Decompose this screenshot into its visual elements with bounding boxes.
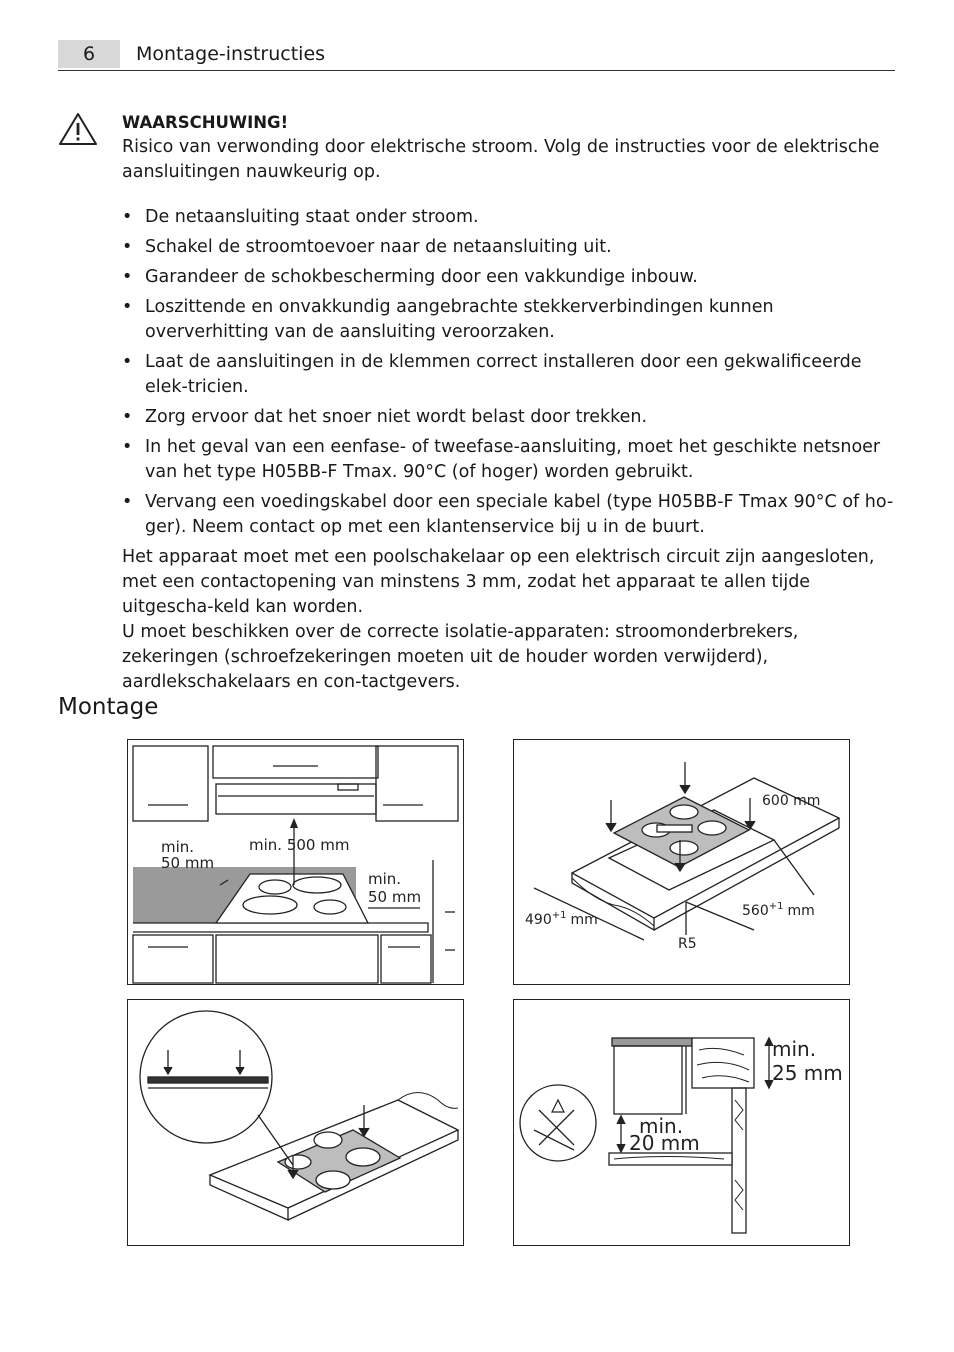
fig2-radius-label: R5 [678,936,697,952]
fig2-cut-width-label [742,901,815,919]
fig1-right-value: 50 mm [368,888,422,906]
fig4-bottom-value: 20 mm [629,1131,700,1155]
list-item: • De netaansluiting staat onder stroom. [122,205,897,230]
fig2-cut-depth-label [525,910,598,928]
list-item: • Garandeer de schokbescherming door een vakkundige inbouw. [122,265,897,290]
figure-min-clearances [513,999,850,1246]
warning-triangle-icon [58,112,98,146]
page-header [58,40,895,71]
paragraph-circuit: Het apparaat moet met een poolschakelaar op een elektrisch circuit zijn aangesloten, met een contactopening van minstens 3 mm, zodat het apparaat te allen tijde uitgescha-keld kan worden. [122,547,875,617]
paragraph-isolation: U moet beschikken over de correcte isolatie-apparaten: stroomonderbrekers, zekeringen (schroefzekeringen moeten uit de houder worden verwijderd), aardlekschakelaars en con-tactgevers. [122,622,799,692]
fig1-min-label-right: min. [368,870,402,888]
list-item: • Loszittende en onvakkundig aangebrachte stekkerverbindingen kunnen oververhitting van de aansluiting veroorzaken. [122,295,897,345]
fig1-min-label-left: min. [161,838,195,856]
figure-kitchen-clearances [127,739,464,985]
page-number: 6 [58,40,120,68]
fig2-cut-depth-base: 490 [525,912,552,928]
section-title: Montage-instructies [136,43,326,65]
list-item: • Zorg ervoor dat het snoer niet wordt belast door trekken. [122,405,897,430]
fig2-cut-width-base: 560 [742,903,769,919]
fig4-min-label-top: min. [772,1037,817,1061]
warning-block [122,110,897,695]
montage-heading: Montage [58,694,159,720]
fig1-top-value: min. 500 mm [249,836,350,854]
fig4-min-label-bottom: min. [639,1114,684,1138]
figure-cutout-dimensions [513,739,850,985]
figure-hob-insertion [127,999,464,1246]
warning-intro: Risico van verwonding door elektrische stroom. Volg de instructies voor de elektrische aansluitingen nauwkeurig op. [122,137,880,182]
fig2-cut-depth-sup: +1 [551,910,567,921]
fig2-depth-label: 600 mm [762,793,821,809]
fig4-top-value: 25 mm [772,1061,843,1085]
list-item: • Vervang een voedingskabel door een speciale kabel (type H05BB-F Tmax 90°C of ho-ger). Neem contact op met een klantenservice bij u in de buurt. [122,490,897,540]
list-item: • In het geval van een eenfase- of tweefase-aansluiting, moet het geschikte netsnoer van het type H05BB-F Tmax. 90°C (of hoger) worden gebruikt. [122,435,897,485]
list-item: • Laat de aansluitingen in de klemmen correct installeren door een gekwalificeerde elek-tricien. [122,350,897,400]
fig2-cut-width-unit: mm [787,903,815,919]
warning-bullet-list [122,205,897,540]
warning-title: WAARSCHUWING! [122,113,289,132]
list-item: • Schakel de stroomtoevoer naar de netaansluiting uit. [122,235,897,260]
fig2-cut-width-sup: +1 [768,901,784,912]
fig2-cut-depth-unit: mm [570,912,598,928]
fig1-left-value: 50 mm [161,854,215,872]
